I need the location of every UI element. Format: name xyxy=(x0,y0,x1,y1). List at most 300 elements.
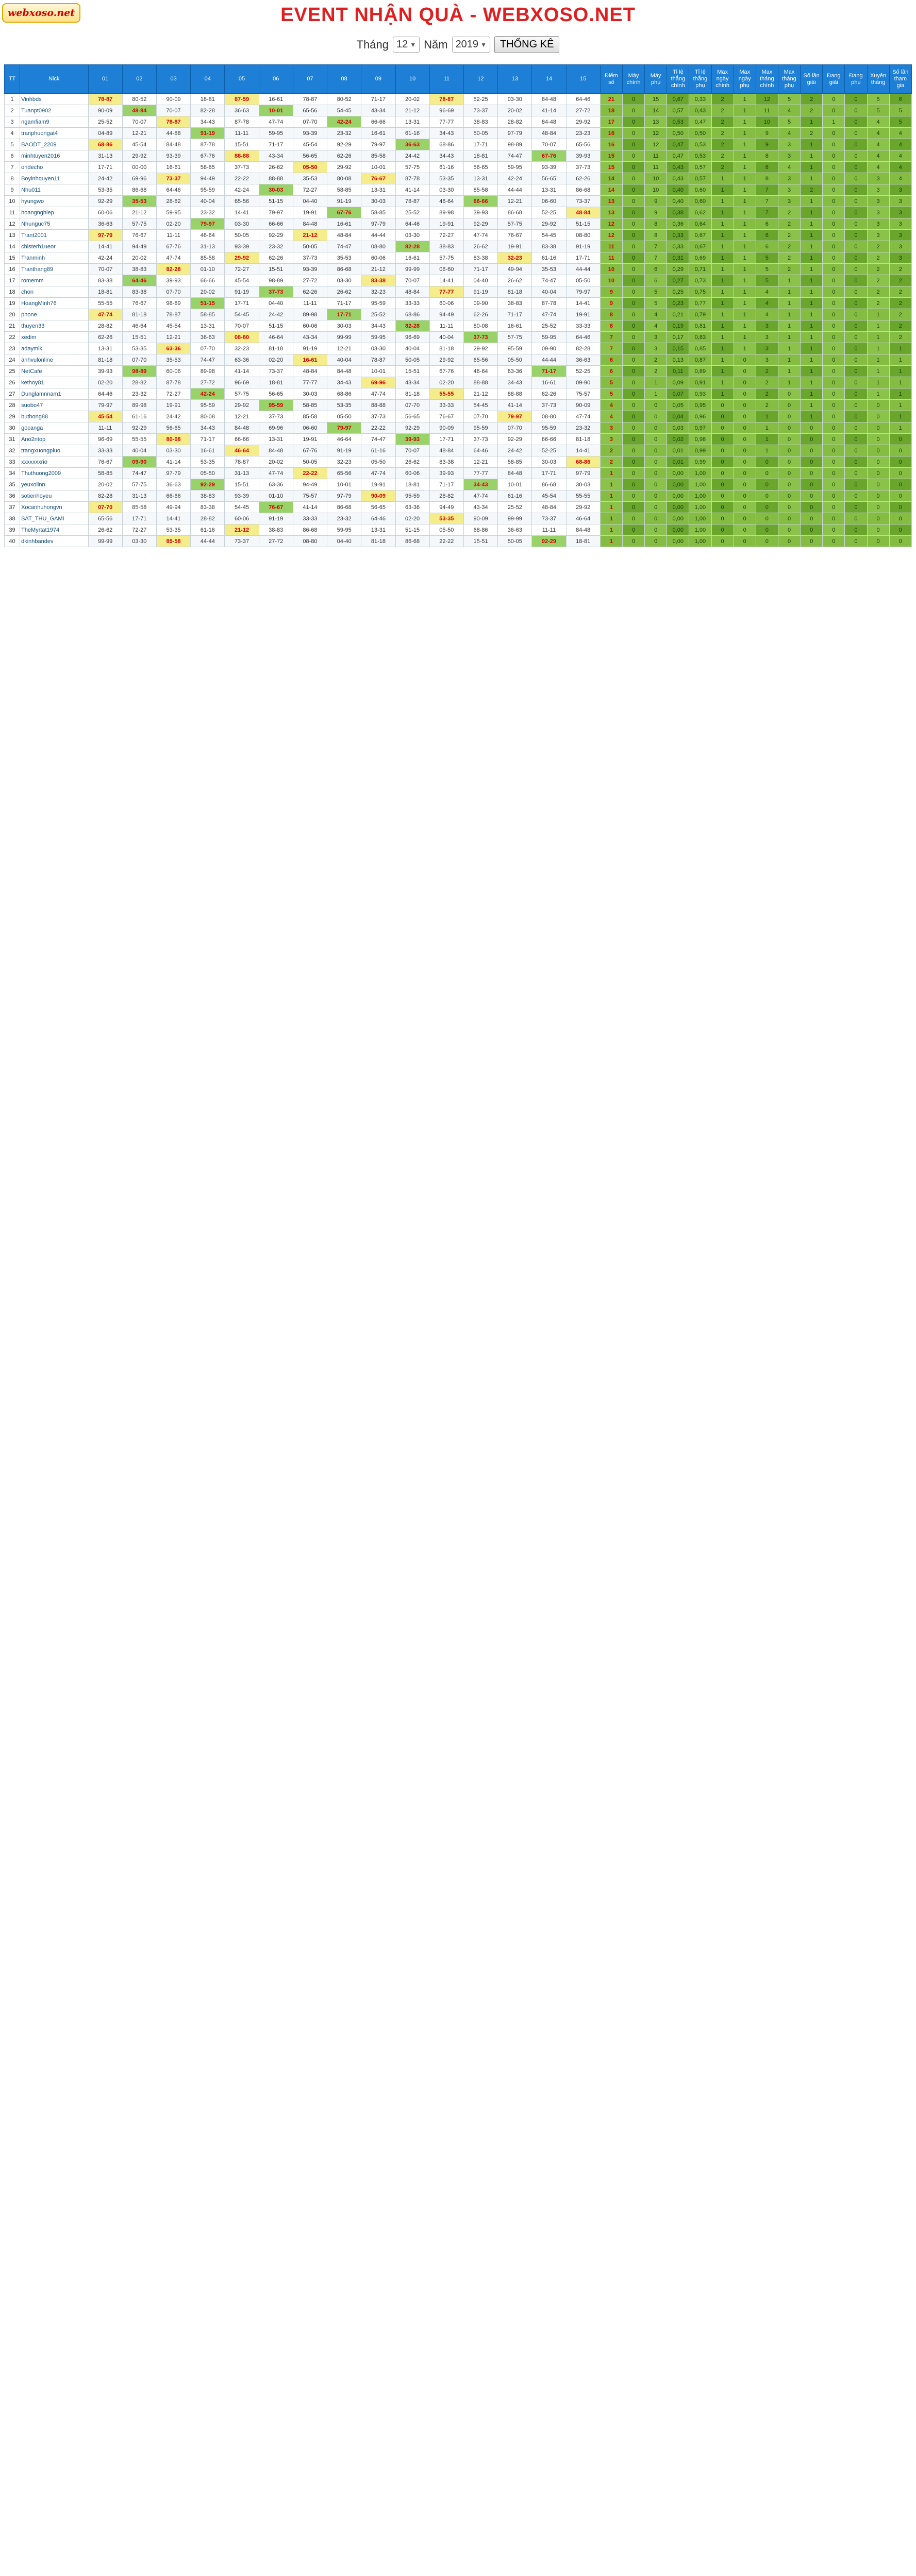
month-label: Tháng xyxy=(356,38,389,51)
table-row xyxy=(5,366,912,377)
row-number: 9 xyxy=(5,184,20,196)
day-pick-cell: 93-39 xyxy=(225,241,259,252)
stat-cell: 0,57 xyxy=(667,105,689,116)
player-nick-link[interactable]: romemm xyxy=(20,275,88,286)
day-pick-cell: 16-61 xyxy=(293,354,327,366)
day-pick-cell: 30-03 xyxy=(532,456,566,468)
player-nick-link[interactable]: SAT_THU_GAMI xyxy=(20,513,88,524)
day-pick-cell: 81-18 xyxy=(361,536,395,547)
day-pick-cell: 07-70 xyxy=(463,411,497,422)
stat-cell: 0 xyxy=(889,536,911,547)
stat-cell: 0 xyxy=(801,422,823,434)
day-pick-cell: 57-75 xyxy=(395,162,429,173)
player-nick-link[interactable]: chon xyxy=(20,286,88,298)
player-nick-link[interactable]: trangxuongpluo xyxy=(20,445,88,456)
stat-cell: 3 xyxy=(778,173,800,184)
day-pick-cell: 67-76 xyxy=(532,150,566,162)
day-pick-cell: 04-40 xyxy=(463,275,497,286)
stat-cell: 0 xyxy=(845,445,867,456)
player-nick-link[interactable]: ohdecho xyxy=(20,162,88,173)
day-pick-cell: 80-08 xyxy=(327,173,361,184)
stat-cell: 0 xyxy=(867,434,889,445)
day-pick-cell: 78-87 xyxy=(293,94,327,105)
stat-cell: 0 xyxy=(823,184,845,196)
stat-cell: 0 xyxy=(801,468,823,479)
stat-cell: 1 xyxy=(711,343,734,354)
day-pick-cell: 10-01 xyxy=(498,479,532,490)
stat-cell: 0 xyxy=(867,456,889,468)
stat-cell: 1 xyxy=(801,196,823,207)
day-pick-cell: 42-24 xyxy=(88,252,122,264)
day-pick-cell: 35-53 xyxy=(532,264,566,275)
day-pick-cell: 13-31 xyxy=(532,184,566,196)
day-pick-cell: 37-73 xyxy=(463,332,497,343)
day-pick-cell: 29-92 xyxy=(463,343,497,354)
stat-cell: 0,75 xyxy=(689,286,711,298)
day-pick-cell: 37-73 xyxy=(566,162,600,173)
day-pick-cell: 66-66 xyxy=(361,116,395,128)
stat-cell: 0 xyxy=(645,400,667,411)
day-pick-cell: 38-83 xyxy=(429,241,463,252)
day-pick-cell: 65-56 xyxy=(566,139,600,150)
stat-cell: 2 xyxy=(778,218,800,230)
player-nick-link[interactable]: Tuanpt0902 xyxy=(20,105,88,116)
stat-cell: 0 xyxy=(845,366,867,377)
stat-cell: 0 xyxy=(823,343,845,354)
day-pick-cell: 34-43 xyxy=(361,320,395,332)
day-pick-cell: 82-28 xyxy=(395,320,429,332)
stat-cell: 0,00 xyxy=(667,490,689,502)
stat-cell: 0,36 xyxy=(667,218,689,230)
stat-cell: 3 xyxy=(889,196,911,207)
day-pick-cell: 93-39 xyxy=(156,150,190,162)
player-nick-link[interactable]: Tranminh xyxy=(20,252,88,264)
player-nick-link[interactable]: dkinhbandev xyxy=(20,536,88,547)
stat-cell: 2 xyxy=(711,162,734,173)
player-nick-link[interactable]: kethoy81 xyxy=(20,377,88,388)
stat-cell: 0 xyxy=(734,377,756,388)
day-pick-cell: 79-97 xyxy=(259,207,293,218)
stat-cell: 0,25 xyxy=(667,286,689,298)
stat-cell: 1 xyxy=(801,252,823,264)
stat-cell: 0 xyxy=(622,150,644,162)
day-pick-cell: 11-11 xyxy=(293,298,327,309)
stat-cell: 0 xyxy=(778,388,800,400)
stat-cell: 0,00 xyxy=(667,524,689,536)
stat-cell: 0 xyxy=(622,445,644,456)
day-pick-cell: 59-95 xyxy=(532,332,566,343)
row-number: 39 xyxy=(5,524,20,536)
stat-cell: 0 xyxy=(711,434,734,445)
stat-cell: 0,33 xyxy=(667,241,689,252)
day-pick-cell: 90-09 xyxy=(361,490,395,502)
day-pick-cell: 58-85 xyxy=(293,400,327,411)
row-number: 22 xyxy=(5,332,20,343)
column-header: 10 xyxy=(395,65,429,94)
stat-cell: 16 xyxy=(600,128,622,139)
table-row xyxy=(5,150,912,162)
day-pick-cell: 51-15 xyxy=(191,298,225,309)
day-pick-cell: 74-47 xyxy=(498,150,532,162)
player-nick-link[interactable]: ngamfiam9 xyxy=(20,116,88,128)
stat-cell: 4 xyxy=(889,173,911,184)
day-pick-cell: 76-67 xyxy=(259,502,293,513)
stat-cell: 2 xyxy=(756,388,778,400)
day-pick-cell: 29-92 xyxy=(327,162,361,173)
day-pick-cell: 79-97 xyxy=(88,400,122,411)
stat-cell: 0 xyxy=(823,241,845,252)
stat-cell: 1 xyxy=(711,173,734,184)
player-nick-link[interactable]: BAODT_2209 xyxy=(20,139,88,150)
day-pick-cell: 56-65 xyxy=(361,502,395,513)
stat-cell: 5 xyxy=(756,252,778,264)
day-pick-cell: 13-31 xyxy=(361,184,395,196)
stat-cell: 0 xyxy=(645,434,667,445)
stat-cell: 1 xyxy=(711,230,734,241)
day-pick-cell: 75-57 xyxy=(293,490,327,502)
player-nick-link[interactable]: HoangMinh76 xyxy=(20,298,88,309)
day-pick-cell: 45-54 xyxy=(88,411,122,422)
day-pick-cell: 65-56 xyxy=(88,513,122,524)
stat-cell: 0 xyxy=(845,241,867,252)
stat-cell: 1 xyxy=(734,116,756,128)
stat-cell: 0 xyxy=(711,524,734,536)
stat-cell: 1 xyxy=(801,207,823,218)
day-pick-cell: 54-45 xyxy=(327,105,361,116)
stat-cell: 2 xyxy=(867,252,889,264)
player-nick-link[interactable]: Thuthuong2009 xyxy=(20,468,88,479)
day-pick-cell: 51-15 xyxy=(259,196,293,207)
day-pick-cell: 44-44 xyxy=(361,230,395,241)
day-pick-cell: 56-65 xyxy=(156,422,190,434)
stat-cell: 0,95 xyxy=(689,400,711,411)
stat-cell: 0,13 xyxy=(667,354,689,366)
day-pick-cell: 06-60 xyxy=(532,196,566,207)
day-pick-cell: 43-34 xyxy=(463,502,497,513)
stat-cell: 0 xyxy=(711,456,734,468)
stat-cell: 3 xyxy=(778,184,800,196)
stat-cell: 0,07 xyxy=(667,388,689,400)
row-number: 32 xyxy=(5,445,20,456)
stat-cell: 0,71 xyxy=(689,264,711,275)
stat-cell: 3 xyxy=(889,241,911,252)
stat-cell: 1 xyxy=(756,411,778,422)
column-header: Đang giải xyxy=(823,65,845,94)
year-select[interactable] xyxy=(452,37,490,53)
day-pick-cell: 35-53 xyxy=(156,354,190,366)
stat-cell: 2 xyxy=(711,116,734,128)
column-header: 07 xyxy=(293,65,327,94)
row-number: 33 xyxy=(5,456,20,468)
day-pick-cell: 30-03 xyxy=(259,184,293,196)
stat-cell: 1,00 xyxy=(689,524,711,536)
stat-cell: 0,47 xyxy=(689,116,711,128)
stat-cell: 0 xyxy=(889,490,911,502)
day-pick-cell: 83-38 xyxy=(429,456,463,468)
day-pick-cell: 81-18 xyxy=(122,309,156,320)
stat-cell: 1 xyxy=(600,524,622,536)
stat-cell: 0,85 xyxy=(689,343,711,354)
day-pick-cell: 82-28 xyxy=(395,241,429,252)
day-pick-cell: 54-45 xyxy=(532,230,566,241)
stat-cell: 0 xyxy=(778,536,800,547)
stat-cell: 1 xyxy=(711,309,734,320)
column-header: Máy chính xyxy=(622,65,644,94)
day-pick-cell: 84-48 xyxy=(532,94,566,105)
stat-cell: 0,67 xyxy=(689,230,711,241)
stat-cell: 15 xyxy=(600,150,622,162)
stat-cell: 0,00 xyxy=(667,513,689,524)
day-pick-cell: 39-93 xyxy=(463,207,497,218)
stat-cell: 0 xyxy=(867,411,889,422)
player-nick-link[interactable]: xedim xyxy=(20,332,88,343)
table-row xyxy=(5,343,912,354)
stat-cell: 1 xyxy=(734,343,756,354)
player-nick-link[interactable]: xxxxxxxrio xyxy=(20,456,88,468)
stat-cell: 0 xyxy=(845,332,867,343)
day-pick-cell: 46-64 xyxy=(122,320,156,332)
stat-cell: 4 xyxy=(645,320,667,332)
player-nick-link[interactable]: NetCafe xyxy=(20,366,88,377)
stat-cell: 1 xyxy=(801,286,823,298)
day-pick-cell: 96-69 xyxy=(395,332,429,343)
day-pick-cell: 65-56 xyxy=(327,468,361,479)
stat-cell: 12 xyxy=(645,139,667,150)
day-pick-cell: 05-50 xyxy=(498,354,532,366)
player-nick-link[interactable]: Nhunguc75 xyxy=(20,218,88,230)
stat-cell: 0,81 xyxy=(689,320,711,332)
day-pick-cell: 13-31 xyxy=(361,524,395,536)
day-pick-cell: 19-91 xyxy=(566,309,600,320)
stat-cell: 0,40 xyxy=(667,184,689,196)
column-header: Xuyên tháng xyxy=(867,65,889,94)
player-nick-link[interactable]: Ano2ntop xyxy=(20,434,88,445)
stat-cell: 0 xyxy=(823,377,845,388)
day-pick-cell: 86-68 xyxy=(122,184,156,196)
stat-cell: 0,19 xyxy=(667,320,689,332)
stat-cell: 0 xyxy=(845,400,867,411)
day-pick-cell: 95-59 xyxy=(395,490,429,502)
day-pick-cell: 74-47 xyxy=(361,434,395,445)
stat-cell: 0 xyxy=(801,524,823,536)
day-pick-cell: 52-25 xyxy=(532,207,566,218)
player-nick-link[interactable]: Vinhbds xyxy=(20,94,88,105)
day-pick-cell: 58-85 xyxy=(88,468,122,479)
row-number: 13 xyxy=(5,230,20,241)
day-pick-cell: 25-52 xyxy=(498,502,532,513)
player-nick-link[interactable]: adaymik xyxy=(20,343,88,354)
player-nick-link[interactable]: Tranthang89 xyxy=(20,264,88,275)
day-pick-cell: 79-97 xyxy=(327,422,361,434)
day-pick-cell: 83-38 xyxy=(191,502,225,513)
day-pick-cell: 99-99 xyxy=(498,513,532,524)
column-header: 03 xyxy=(156,65,190,94)
table-row xyxy=(5,513,912,524)
stat-cell: 2 xyxy=(889,298,911,309)
player-nick-link[interactable]: tranphuongat4 xyxy=(20,128,88,139)
day-pick-cell: 78-87 xyxy=(156,309,190,320)
day-pick-cell: 18-81 xyxy=(566,536,600,547)
day-pick-cell: 17-71 xyxy=(429,434,463,445)
stat-cell: 0 xyxy=(622,366,644,377)
day-pick-cell: 88-88 xyxy=(463,377,497,388)
stat-cell: 0 xyxy=(823,207,845,218)
stat-cell: 7 xyxy=(645,252,667,264)
stat-cell: 1 xyxy=(600,536,622,547)
stat-cell: 0,43 xyxy=(667,162,689,173)
stat-cell: 7 xyxy=(600,332,622,343)
player-nick-link[interactable]: sotienhoyeu xyxy=(20,490,88,502)
day-pick-cell: 74-47 xyxy=(122,468,156,479)
stat-cell: 0,33 xyxy=(689,94,711,105)
player-nick-link[interactable]: buthong88 xyxy=(20,411,88,422)
day-pick-cell: 37-73 xyxy=(259,411,293,422)
player-nick-link[interactable]: yeuxolinn xyxy=(20,479,88,490)
day-pick-cell: 70-07 xyxy=(156,105,190,116)
day-pick-cell: 61-16 xyxy=(532,252,566,264)
month-select[interactable] xyxy=(393,37,420,53)
day-pick-cell: 95-59 xyxy=(361,298,395,309)
stat-cell: 1 xyxy=(867,366,889,377)
stat-cell: 0 xyxy=(622,252,644,264)
day-pick-cell: 26-62 xyxy=(88,524,122,536)
stat-cell: 0 xyxy=(845,139,867,150)
day-pick-cell: 09-90 xyxy=(532,343,566,354)
day-pick-cell: 14-41 xyxy=(429,275,463,286)
stat-cell: 0 xyxy=(845,434,867,445)
day-pick-cell: 49-94 xyxy=(498,264,532,275)
player-nick-link[interactable]: suobo47 xyxy=(20,400,88,411)
stat-cell: 1 xyxy=(734,309,756,320)
day-pick-cell: 46-64 xyxy=(463,366,497,377)
day-pick-cell: 05-50 xyxy=(293,162,327,173)
stat-cell: 0 xyxy=(645,513,667,524)
site-logo[interactable]: webxoso.net xyxy=(2,3,80,23)
day-pick-cell: 40-04 xyxy=(122,445,156,456)
stat-cell: 21 xyxy=(600,94,622,105)
player-nick-link[interactable]: chisterh1ueor xyxy=(20,241,88,252)
player-nick-link[interactable]: hoangnghiep xyxy=(20,207,88,218)
player-nick-link[interactable]: anhvulonline xyxy=(20,354,88,366)
day-pick-cell: 74-47 xyxy=(191,354,225,366)
day-pick-cell: 68-86 xyxy=(395,309,429,320)
day-pick-cell: 66-66 xyxy=(463,196,497,207)
stat-cell: 9 xyxy=(645,196,667,207)
table-row xyxy=(5,468,912,479)
stat-cell: 0 xyxy=(845,275,867,286)
day-pick-cell: 07-70 xyxy=(498,422,532,434)
stat-cell: 0 xyxy=(845,502,867,513)
player-nick-link[interactable]: hyungwo xyxy=(20,196,88,207)
day-pick-cell: 26-62 xyxy=(327,286,361,298)
day-pick-cell: 71-17 xyxy=(191,434,225,445)
player-nick-link[interactable]: Boyinhquyen11 xyxy=(20,173,88,184)
stat-cell: 2 xyxy=(711,94,734,105)
stats-button[interactable]: THỐNG KÊ xyxy=(494,36,559,53)
day-pick-cell: 14-41 xyxy=(566,445,600,456)
event-table-container[interactable] xyxy=(4,64,912,547)
player-nick-link[interactable]: thuyen33 xyxy=(20,320,88,332)
stat-cell: 5 xyxy=(889,116,911,128)
day-pick-cell: 14-41 xyxy=(88,241,122,252)
day-pick-cell: 01-10 xyxy=(191,264,225,275)
day-pick-cell: 59-95 xyxy=(498,162,532,173)
day-pick-cell: 84-48 xyxy=(532,116,566,128)
day-pick-cell: 48-84 xyxy=(122,105,156,116)
stat-cell: 4 xyxy=(867,116,889,128)
day-pick-cell: 16-61 xyxy=(498,320,532,332)
stat-cell: 1 xyxy=(867,343,889,354)
stat-cell: 14 xyxy=(600,173,622,184)
day-pick-cell: 23-32 xyxy=(122,388,156,400)
stat-cell: 4 xyxy=(756,309,778,320)
day-pick-cell: 83-38 xyxy=(463,252,497,264)
stat-cell: 0 xyxy=(734,502,756,513)
row-number: 27 xyxy=(5,388,20,400)
day-pick-cell: 47-74 xyxy=(361,468,395,479)
day-pick-cell: 33-33 xyxy=(566,320,600,332)
stat-cell: 0 xyxy=(823,230,845,241)
stat-cell: 1 xyxy=(889,388,911,400)
day-pick-cell: 41-14 xyxy=(156,456,190,468)
player-nick-link[interactable]: Nhu011 xyxy=(20,184,88,196)
day-pick-cell: 17-71 xyxy=(327,309,361,320)
stat-cell: 0 xyxy=(801,434,823,445)
stat-cell: 2 xyxy=(801,128,823,139)
stat-cell: 0 xyxy=(622,468,644,479)
row-number: 26 xyxy=(5,377,20,388)
stat-cell: 2 xyxy=(801,184,823,196)
day-pick-cell: 07-70 xyxy=(395,400,429,411)
stat-cell: 1 xyxy=(867,377,889,388)
day-pick-cell: 57-75 xyxy=(429,252,463,264)
stat-cell: 0 xyxy=(622,434,644,445)
player-nick-link[interactable]: minhtuyen2016 xyxy=(20,150,88,162)
stat-cell: 1 xyxy=(734,105,756,116)
stat-cell: 0 xyxy=(778,411,800,422)
stat-cell: 11 xyxy=(756,105,778,116)
day-pick-cell: 91-19 xyxy=(259,513,293,524)
day-pick-cell: 76-67 xyxy=(429,411,463,422)
stat-cell: 4 xyxy=(756,286,778,298)
stat-cell: 13 xyxy=(600,196,622,207)
stat-cell: 3 xyxy=(778,150,800,162)
stat-cell: 0 xyxy=(889,456,911,468)
stat-cell: 0 xyxy=(845,230,867,241)
player-nick-link[interactable]: Xocanhuhongvn xyxy=(20,502,88,513)
day-pick-cell: 62-26 xyxy=(566,173,600,184)
day-pick-cell: 19-91 xyxy=(293,207,327,218)
table-row xyxy=(5,434,912,445)
day-pick-cell: 76-67 xyxy=(88,456,122,468)
stat-cell: 0 xyxy=(734,388,756,400)
player-nick-link[interactable]: Trant2001 xyxy=(20,230,88,241)
stat-cell: 0,83 xyxy=(689,332,711,343)
stat-cell: 1 xyxy=(734,241,756,252)
day-pick-cell: 77-77 xyxy=(463,468,497,479)
player-nick-link[interactable]: phone xyxy=(20,309,88,320)
stat-cell: 0 xyxy=(734,468,756,479)
column-header: 13 xyxy=(498,65,532,94)
day-pick-cell: 47-74 xyxy=(463,490,497,502)
player-nick-link[interactable]: gocanga xyxy=(20,422,88,434)
stat-cell: 0 xyxy=(823,94,845,105)
stat-cell: 1 xyxy=(778,275,800,286)
player-nick-link[interactable]: Dunglamnnam1 xyxy=(20,388,88,400)
column-header: 14 xyxy=(532,65,566,94)
player-nick-link[interactable]: TheMyrtat1974 xyxy=(20,524,88,536)
column-header: 11 xyxy=(429,65,463,94)
